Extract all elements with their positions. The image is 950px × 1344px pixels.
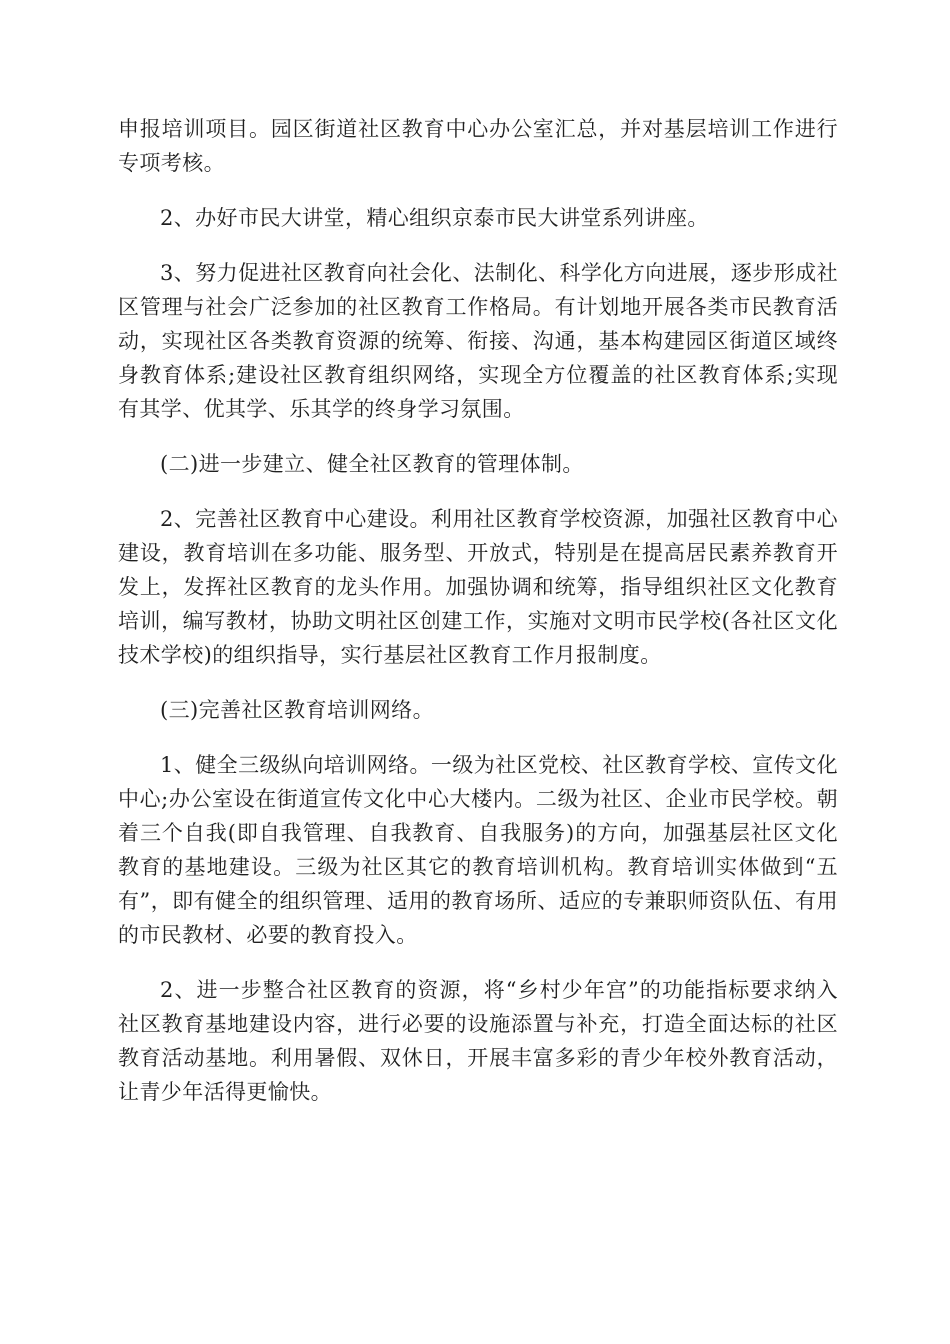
- section-heading-3: (三)完善社区教育培训网络。: [160, 698, 434, 722]
- paragraph-3: 3、努力促进社区教育向社会化、法制化、科学化方向进展，逐步形成社区管理与社会广泛参加的社区教育工作格局。有计划地开展各类市民教育活动，实现社区各类教育资源的统筹、衔接、沟通，基本构建园区街道区域终身教育体系;建设社区教育组织网络，实现全方位覆盖的社区教育体系;实现有其学、优其学、乐其学的终身学习氛围。: [118, 261, 838, 421]
- paragraph-1: 申报培训项目。园区街道社区教育中心办公室汇总，并对基层培训工作进行专项考核。: [118, 117, 838, 175]
- section-heading-2: (二)进一步建立、健全社区教育的管理体制。: [160, 452, 584, 476]
- paragraph-8: 2、进一步整合社区教育的资源，将“乡村少年宫”的功能指标要求纳入社区教育基地建设内容，进行必要的设施添置与补充，打造全面达标的社区教育活动基地。利用暑假、双休日，开展丰富多彩的青少年校外教育活动，让青少年活得更愉快。: [118, 978, 838, 1104]
- document-body: [118, 112, 838, 1130]
- paragraph-7: 1、健全三级纵向培训网络。一级为社区党校、社区教育学校、宣传文化中心;办公室设在街道宣传文化中心大楼内。二级为社区、企业市民学校。朝着三个自我(即自我管理、自我教育、自我服务)的方向，加强基层社区文化教育的基地建设。三级为社区其它的教育培训机构。教育培训实体做到“五有”，即有健全的组织管理、适用的教育场所、适应的专兼职师资队伍、有用的市民教材、必要的教育投入。: [118, 753, 838, 947]
- paragraph-2: 2、办好市民大讲堂，精心组织京泰市民大讲堂系列讲座。: [160, 206, 709, 230]
- paragraph-5: 2、完善社区教育中心建设。利用社区教育学校资源，加强社区教育中心建设，教育培训在多功能、服务型、开放式，特别是在提高居民素养教育开发上，发挥社区教育的龙头作用。加强协调和统筹，指导组织社区文化教育培训，编写教材，协助文明社区创建工作，实施对文明市民学校(各社区文化技术学校)的组织指导，实行基层社区教育工作月报制度。: [118, 507, 838, 667]
